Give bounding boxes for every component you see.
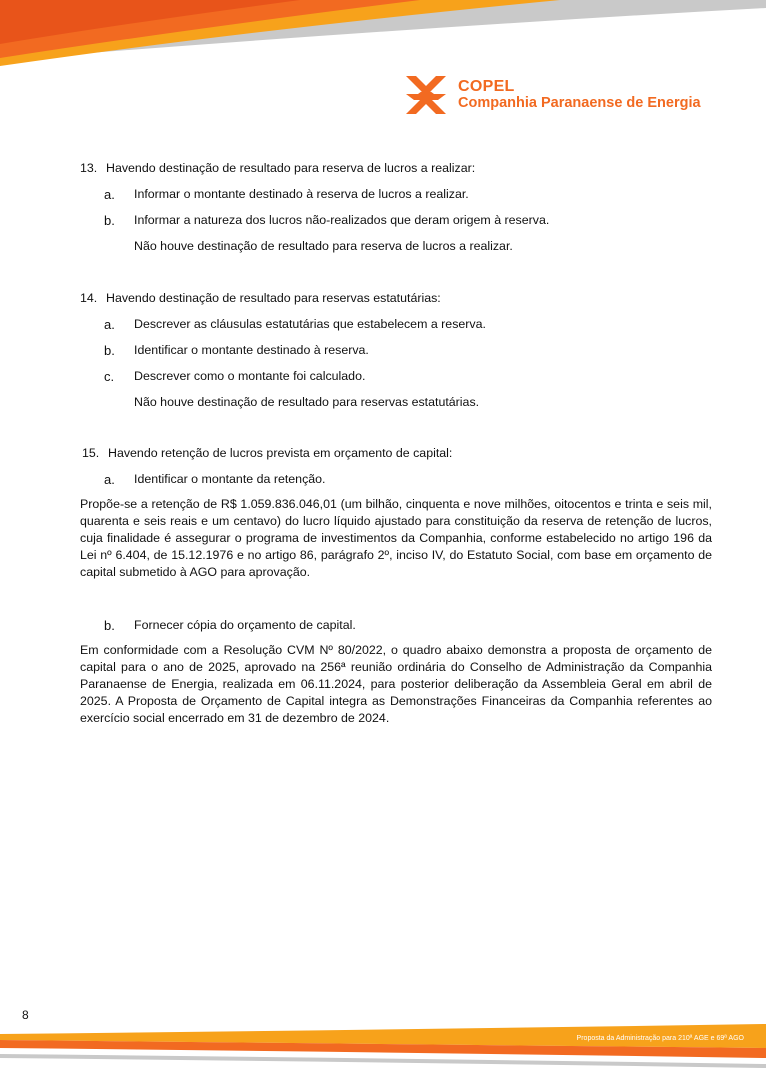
copel-logo bbox=[404, 74, 701, 116]
header-swoosh bbox=[0, 0, 766, 80]
item-text: Informar o montante destinado à reserva de lucros a realizar. bbox=[134, 187, 469, 201]
item-text: Informar a natureza dos lucros não-realizados que deram origem à reserva. bbox=[134, 213, 550, 227]
question-15 bbox=[82, 445, 712, 462]
question-text: Havendo destinação de resultado para reservas estatutárias: bbox=[106, 291, 441, 305]
question-14 bbox=[80, 290, 712, 307]
item-letter: a. bbox=[104, 317, 115, 332]
capital-budget-paragraph: Em conformidade com a Resolução CVM Nº 80/2022, o quadro abaixo demonstra a proposta de orçamento de capital para o ano de 2025, aprovado na 256ª reunião ordinária do Conselho de Administração da Companhia Paranaense de Energia, realizada em 06.11.2024, para posterior deliberação da Assembleia Geral em abril de 2025. A Proposta de Orçamento de Capital integra as Demonstrações Financeiras da Companhia referentes ao exercício social encerrado em 31 de dezembro de 2024. bbox=[80, 643, 712, 725]
item-letter: b. bbox=[104, 343, 115, 358]
item-text: Fornecer cópia do orçamento de capital. bbox=[134, 618, 356, 632]
item-letter: b. bbox=[104, 618, 115, 633]
item-text: Identificar o montante da retenção. bbox=[134, 472, 326, 486]
q15-item-a bbox=[104, 471, 712, 488]
page-number: 8 bbox=[22, 1008, 29, 1022]
question-number: 14. bbox=[80, 291, 98, 305]
q13-answer: Não houve destinação de resultado para reserva de lucros a realizar. bbox=[134, 239, 513, 253]
q14-item-c bbox=[104, 368, 712, 385]
question-text: Havendo retenção de lucros prevista em orçamento de capital: bbox=[108, 446, 453, 460]
question-13 bbox=[80, 160, 712, 177]
item-text: Descrever as cláusulas estatutárias que estabelecem a reserva. bbox=[134, 317, 486, 331]
item-letter: a. bbox=[104, 187, 115, 202]
q14-answer: Não houve destinação de resultado para reservas estatutárias. bbox=[134, 395, 480, 409]
q13-item-b bbox=[104, 212, 712, 229]
q14-item-b bbox=[104, 342, 712, 359]
logo-company: Companhia Paranaense de Energia bbox=[458, 95, 701, 111]
question-text: Havendo destinação de resultado para reserva de lucros a realizar: bbox=[106, 161, 476, 175]
item-text: Descrever como o montante foi calculado. bbox=[134, 369, 366, 383]
q14-item-a bbox=[104, 316, 712, 333]
footer-swoosh bbox=[0, 1018, 766, 1084]
question-number: 15. bbox=[82, 446, 100, 460]
footer-text: Proposta da Administração para 210ª AGE e 69ª AGO bbox=[576, 1035, 744, 1042]
item-letter: c. bbox=[104, 369, 115, 384]
question-number: 13. bbox=[80, 161, 98, 175]
q13-item-a bbox=[104, 186, 712, 203]
logo-brand: COPEL bbox=[458, 78, 515, 95]
retention-paragraph: Propõe-se a retenção de R$ 1.059.836.046,01 (um bilhão, cinquenta e nove milhões, oitocentos e trinta e seis mil, quarenta e seis reais e um centavo) do lucro líquido ajustado para constituição da reserva de retenção de lucros, cuja finalidade é assegurar o programa de investimentos da Companhia, conforme estabelecido no artigo 196 da Lei nº 6.404, de 15.12.1976 e no artigo 86, parágrafo 2º, inciso IV, do Estatuto Social, com base em orçamento de capital submetido à AGO para aprovação. bbox=[80, 497, 712, 579]
document-body bbox=[80, 160, 712, 727]
item-letter: a. bbox=[104, 472, 115, 487]
copel-logo-icon bbox=[404, 74, 448, 116]
item-letter: b. bbox=[104, 213, 115, 228]
item-text: Identificar o montante destinado à reserva. bbox=[134, 343, 369, 357]
q15-item-b bbox=[104, 617, 712, 634]
